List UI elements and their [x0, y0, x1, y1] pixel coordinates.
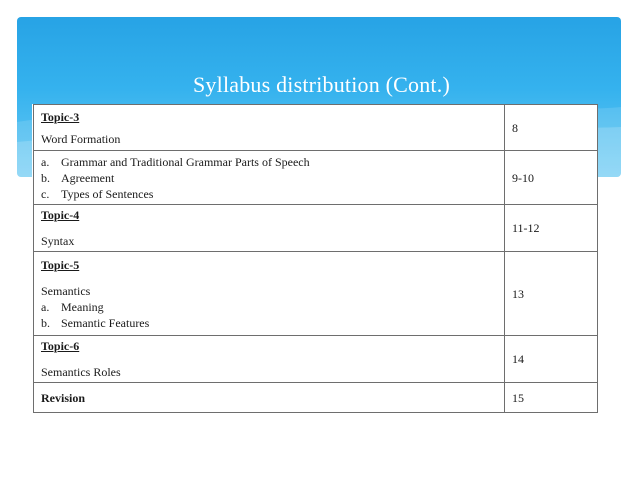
week-cell: 9-10	[505, 151, 598, 205]
topic-title: Syntax	[41, 234, 75, 248]
table-row	[34, 205, 598, 252]
topic-cell	[34, 336, 505, 383]
table-row	[34, 105, 598, 151]
week-cell: 15	[505, 383, 598, 413]
week-cell: 13	[505, 252, 598, 336]
topic-title: Word Formation	[41, 131, 121, 146]
list-item: a. Meaning	[41, 299, 104, 314]
topic-title: Semantics	[41, 283, 91, 298]
revision-label: Revision	[41, 390, 86, 405]
topic-title: Semantics Roles	[41, 365, 121, 379]
topic-cell	[34, 252, 505, 336]
topic-cell	[34, 105, 505, 151]
topic-cell	[34, 151, 505, 205]
table-row	[34, 252, 598, 336]
list-item: b. Agreement	[41, 170, 115, 185]
syllabus-table	[33, 104, 598, 413]
topic-heading: Topic-3	[41, 109, 80, 124]
topic-heading: Topic-6	[41, 339, 80, 353]
week-cell: 11-12	[505, 205, 598, 252]
week-cell: 8	[505, 105, 598, 151]
topic-cell	[34, 205, 505, 252]
slide-title: Syllabus distribution (Cont.)	[193, 72, 450, 97]
revision-cell	[34, 383, 505, 413]
topic-heading: Topic-5	[41, 257, 80, 272]
table-row	[34, 151, 598, 205]
table-row	[34, 383, 598, 413]
list-item: a. Grammar and Traditional Grammar Parts of Speech	[41, 154, 310, 169]
topic-heading: Topic-4	[41, 208, 80, 222]
week-cell: 14	[505, 336, 598, 383]
list-item: c. Types of Sentences	[41, 186, 154, 201]
list-item: b. Semantic Features	[41, 315, 150, 330]
table-row	[34, 336, 598, 383]
